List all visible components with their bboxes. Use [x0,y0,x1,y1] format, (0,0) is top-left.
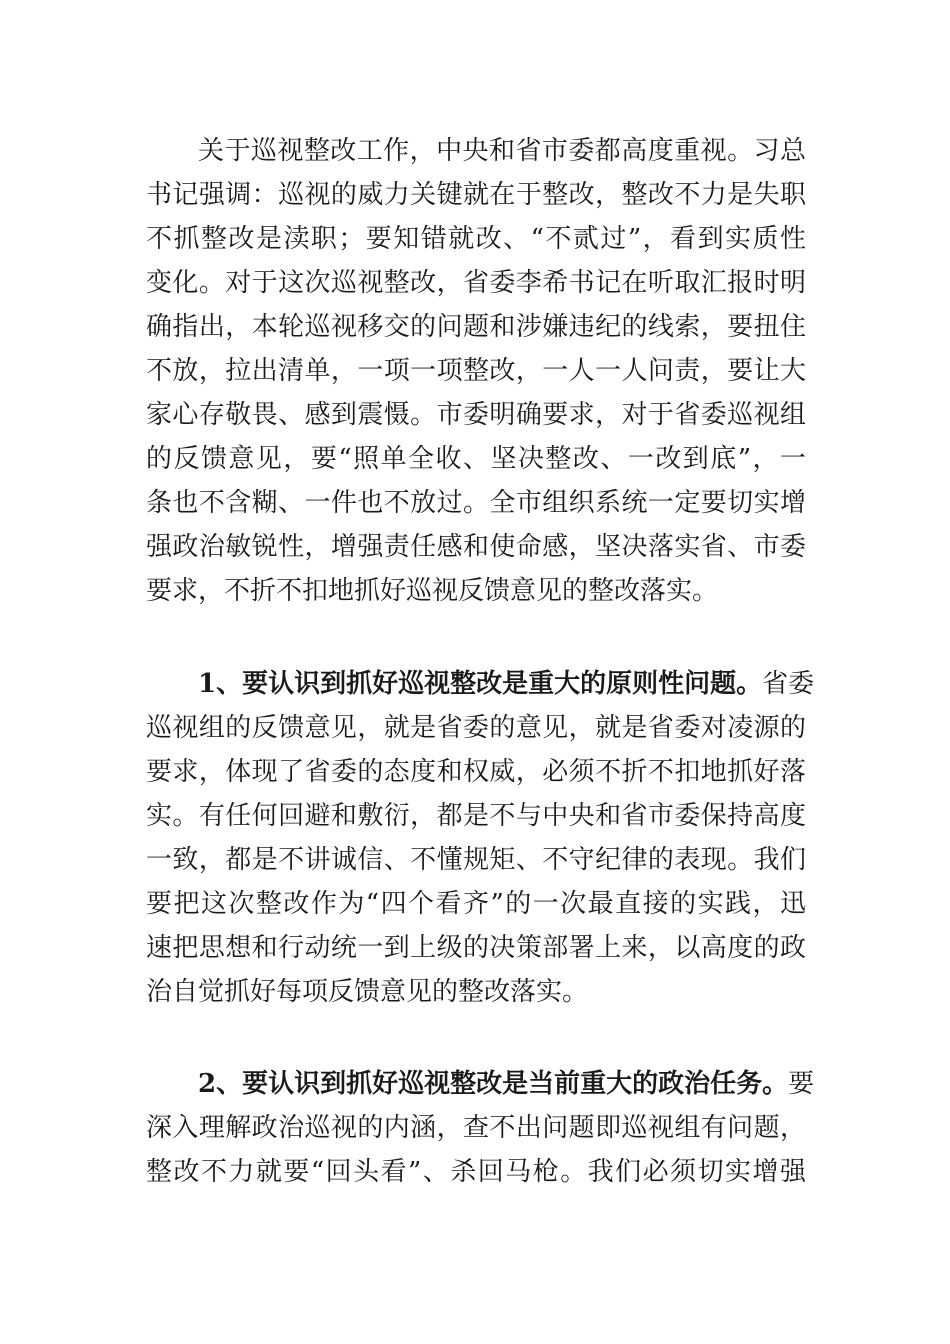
text-line: 条也不含糊、一件也不放过。全市组织系统一定要切实增 [146,488,806,518]
text-line: 确指出，本轮巡视移交的问题和涉嫌违纪的线索，要扭住 [146,312,806,342]
text-line: 实。有任何回避和敷衍，都是不与中央和省市委保持高度 [146,801,806,831]
section-heading: 1、要认识到抓好巡视整改是重大的原则性问题。 [198,669,763,699]
text-line: 关于巡视整改工作，中央和省市委都高度重视。习总 [198,136,806,166]
text-line: 整改不力就要“回头看”、杀回马枪。我们必须切实增强 [146,1157,806,1187]
text-line: 深入理解政治巡视的内涵，查不出问题即巡视组有问题， [146,1113,806,1143]
text-line: 变化。对于这次巡视整改，省委李希书记在听取汇报时明 [146,268,806,298]
text-line: 书记强调：巡视的威力关键就在于整改，整改不力是失职 [146,180,806,210]
text-run: 要 [788,1069,815,1099]
text-run: 省委 [762,669,815,699]
section-heading: 2、要认识到抓好巡视整改是当前重大的政治任务。 [198,1069,789,1099]
text-line [198,662,815,706]
text-line: 巡视组的反馈意见，就是省委的意见，就是省委对凌源的 [146,713,806,743]
text-line: 强政治敏锐性，增强责任感和使命感，坚决落实省、市委 [146,532,806,562]
text-line: 不抓整改是渎职；要知错就改、“不贰过”，看到实质性 [146,224,806,254]
text-line: 的反馈意见，要“照单全收、坚决整改、一改到底”，一 [146,444,806,474]
text-line: 要把这次整改作为“四个看齐”的一次最直接的实践，迅 [146,889,806,919]
text-line: 家心存敬畏、感到震慑。市委明确要求，对于省委巡视组 [146,400,806,430]
text-line: 速把思想和行动统一到上级的决策部署上来，以高度的政 [146,933,806,963]
text-line: 一致，都是不讲诚信、不懂规矩、不守纪律的表现。我们 [146,845,806,875]
text-line: 要求，不折不扣地抓好巡视反馈意见的整改落实。 [146,576,719,606]
text-line: 治自觉抓好每项反馈意见的整改落实。 [146,977,589,1007]
text-line [198,1062,815,1106]
text-line: 要求，体现了省委的态度和权威，必须不折不扣地抓好落 [146,757,806,787]
text-line: 不放，拉出清单，一项一项整改，一人一人问责，要让大 [146,356,806,386]
